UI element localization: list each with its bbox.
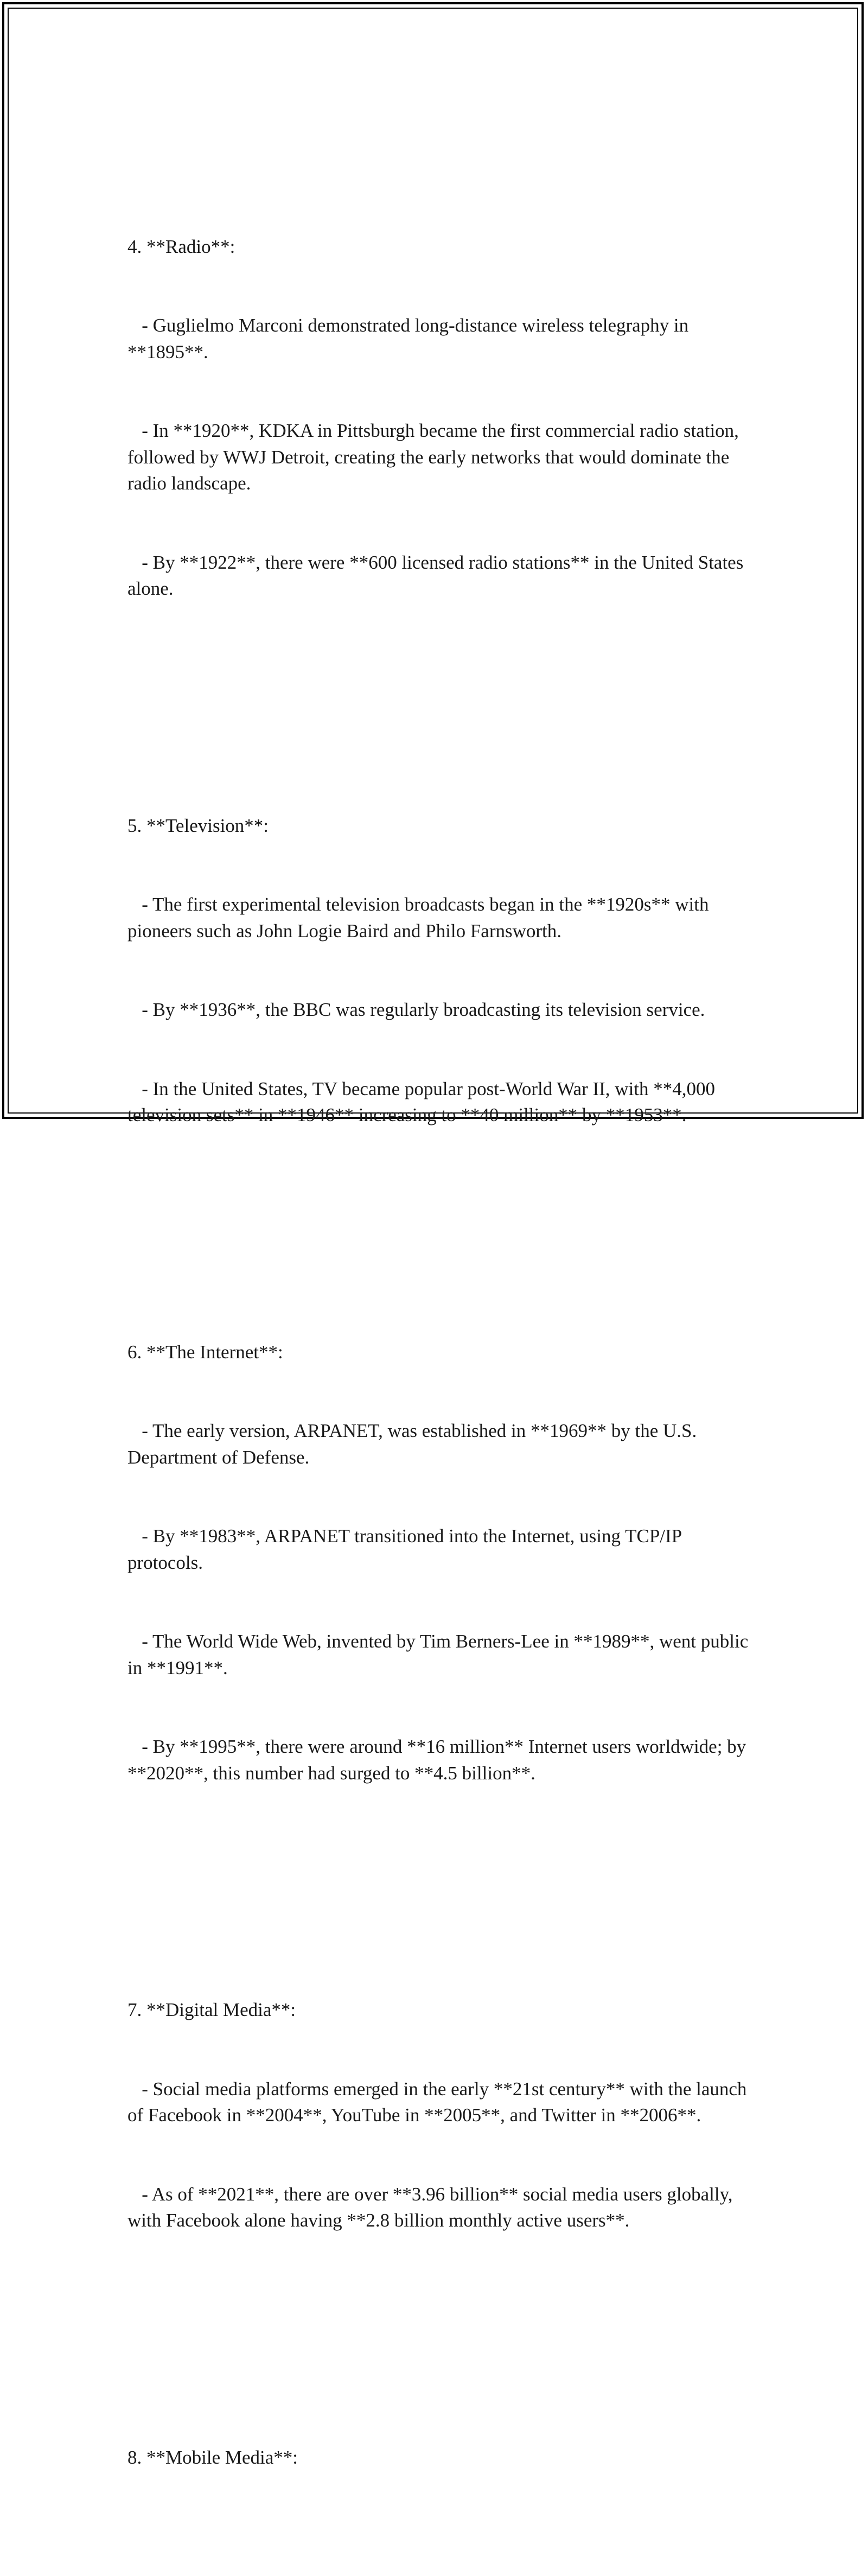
section-digital-media	[127, 1944, 751, 2287]
section-radio	[127, 181, 751, 655]
list-item: - The early version, ARPANET, was established in **1969** by the U.S. Department of Defense.	[127, 1420, 701, 1468]
section-television	[127, 760, 751, 1181]
section-mobile-media	[127, 2392, 751, 2524]
list-item: - Guglielmo Marconi demonstrated long-distance wireless telegraphy in **1895**.	[127, 315, 693, 362]
list-item: - The first experimental television broadcasts began in the **1920s** with pioneers such as John Logie Baird and Philo Farnsworth.	[127, 894, 714, 942]
list-item: - As of **2021**, there are over **3.96 billion** social media users globally, with Facebook alone having **2.8 billion monthly active users**.	[127, 2183, 738, 2231]
list-item: - The World Wide Web, invented by Tim Berners-Lee in **1989**, went public in **1991**.	[127, 1631, 753, 1678]
list-item: - In **1920**, KDKA in Pittsburgh became the first commercial radio station, followed by WWJ Detroit, creating the early networks that would dominate the radio landscape.	[127, 420, 744, 494]
list-item: - By **1922**, there were **600 licensed radio stations** in the United States alone.	[127, 551, 749, 599]
section-internet	[127, 1287, 751, 1840]
list-item: - Social media platforms emerged in the early **21st century** with the launch of Facebook in **2004**, YouTube in **2005**, and Twitter in **2006**.	[127, 2078, 752, 2126]
list-item: - By **1995**, there were around **16 million** Internet users worldwide; by **2020**, this number had surged to **4.5 billion**.	[127, 1736, 751, 1784]
section-heading: 6. **The Internet**:	[127, 1341, 283, 1363]
list-item: - By **1936**, the BBC was regularly broadcasting its television service.	[127, 999, 705, 1020]
section-heading: 7. **Digital Media**:	[127, 1999, 296, 2020]
list-item: - In the United States, TV became popular post-World War II, with **4,000 television sets** in **1946** increasing to **40 million** by **1953**.	[127, 1078, 720, 1125]
list-item: - By **1983**, ARPANET transitioned into the Internet, using TCP/IP protocols.	[127, 1525, 686, 1573]
section-heading: 8. **Mobile Media**:	[127, 2446, 298, 2468]
section-heading: 4. **Radio**:	[127, 236, 235, 257]
document-body	[127, 102, 751, 2576]
section-heading: 5. **Television**:	[127, 815, 269, 836]
